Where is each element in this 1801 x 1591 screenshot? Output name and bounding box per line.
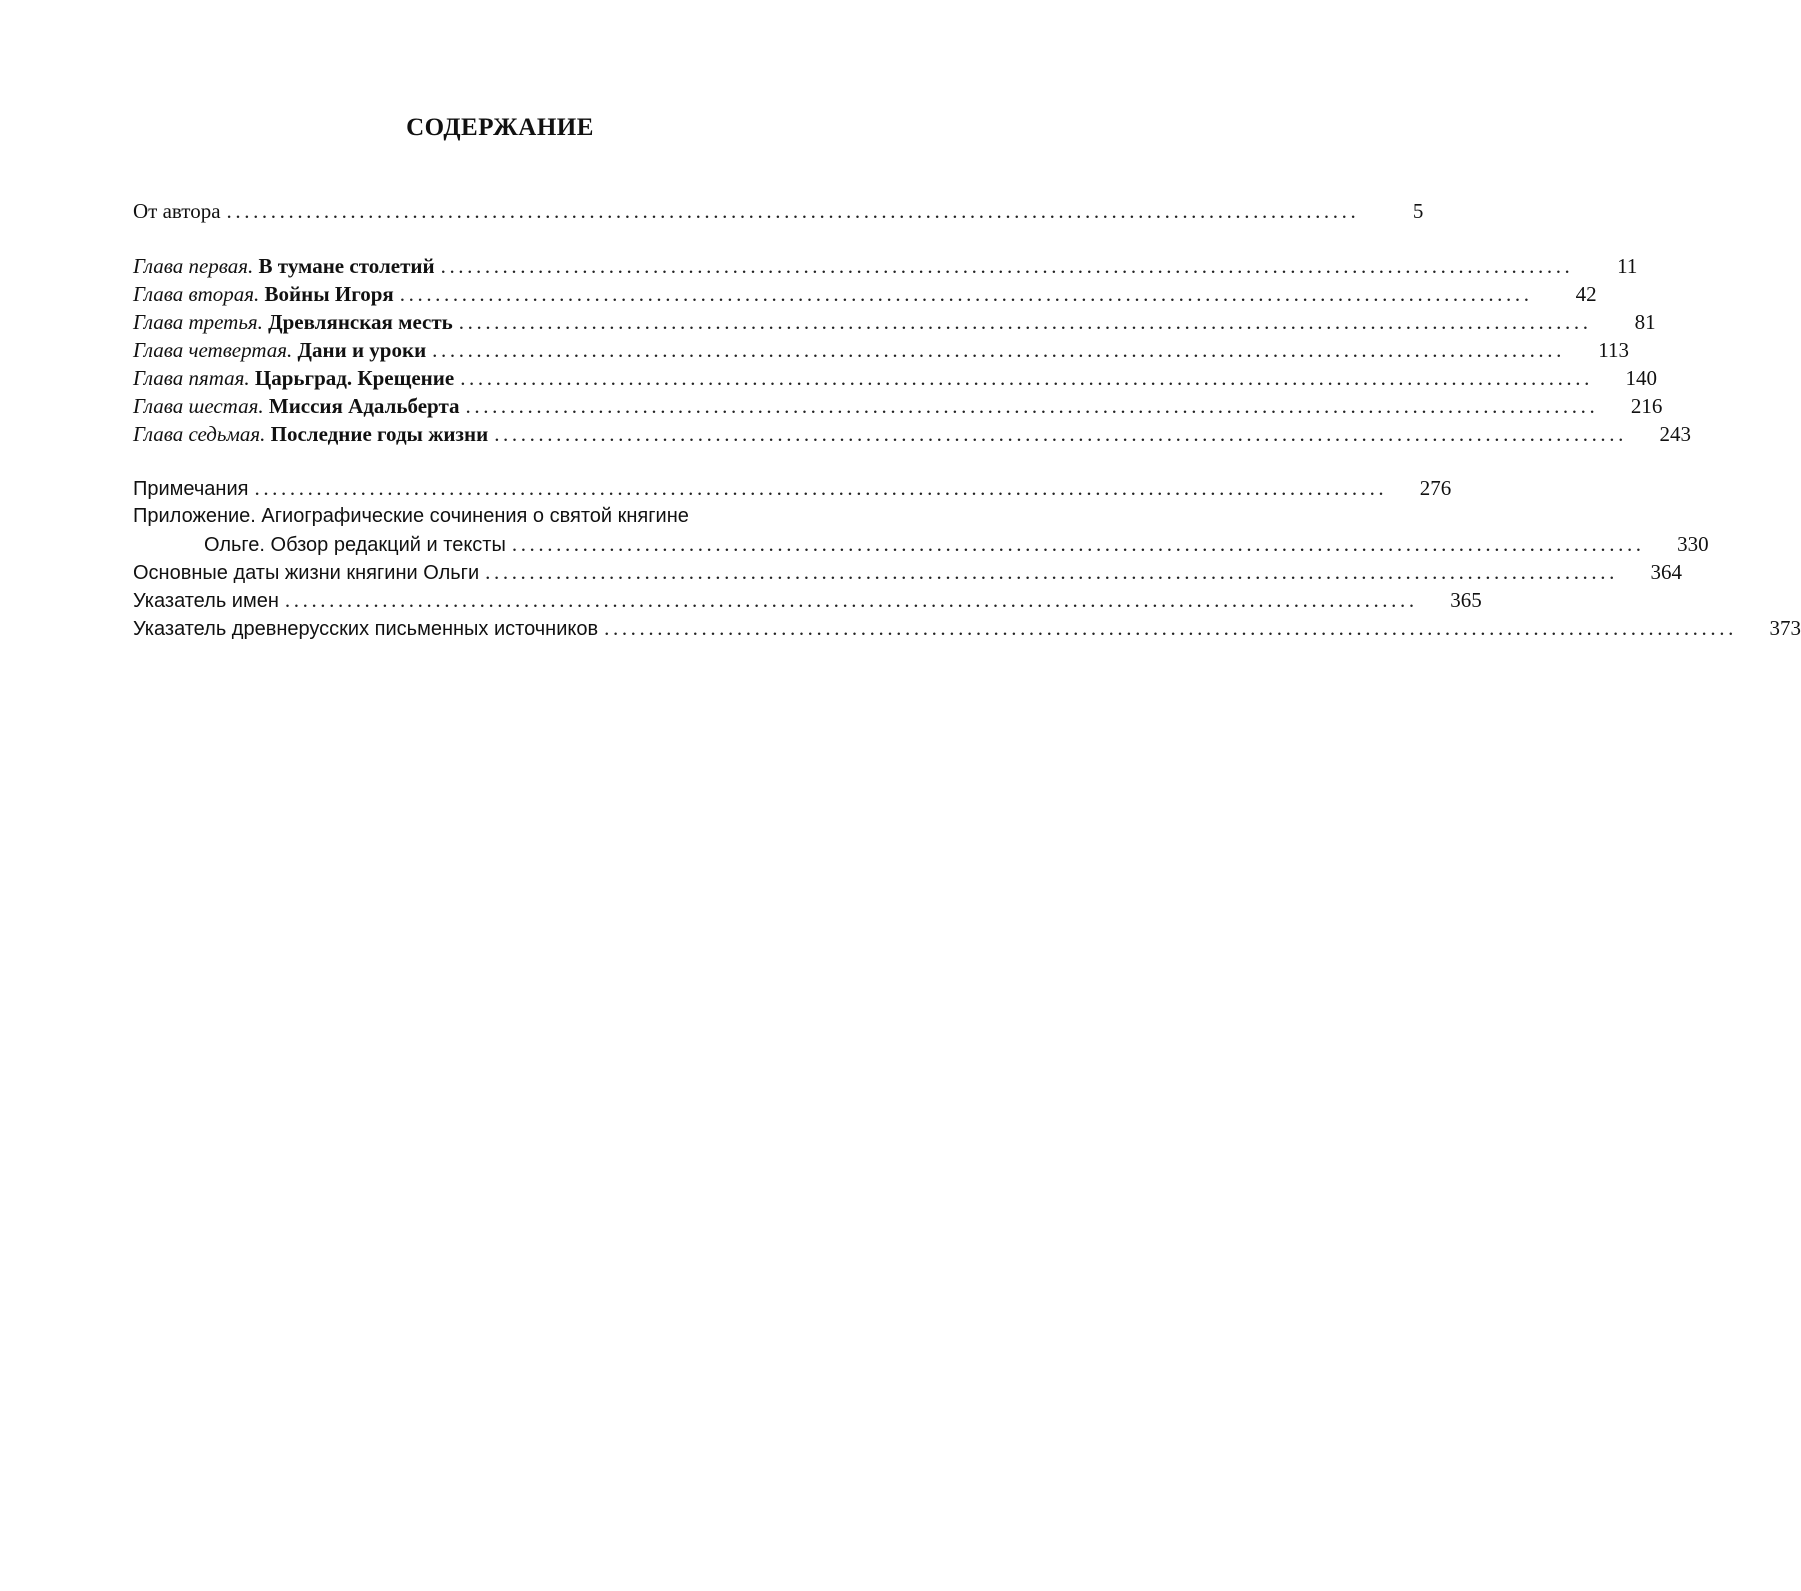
toc-entry-appendix-line1: Приложение. Агиографические сочинения о святой княгине xyxy=(133,505,689,527)
toc-entry-chapter-3 xyxy=(133,308,1656,336)
toc-entry-page: 11 xyxy=(1617,254,1638,278)
toc-entry-label: От автора xyxy=(133,199,221,223)
toc-entry-chapter-2 xyxy=(133,280,1597,308)
chapter-number: Глава шестая. xyxy=(133,394,264,418)
toc-entry-dates xyxy=(133,558,1682,586)
toc-entry-label: Основные даты жизни княгини Ольги xyxy=(133,562,480,584)
toc-entry-chapter-1 xyxy=(133,252,1638,280)
toc-entry-page: 243 xyxy=(1659,422,1691,446)
toc-entry-label: Ольге. Обзор редакций и тексты xyxy=(204,534,506,556)
chapter-number: Глава первая. xyxy=(133,254,254,278)
toc-entry-page: 330 xyxy=(1677,532,1709,556)
toc-entry-foreword xyxy=(133,197,1424,225)
page-title: СОДЕРЖАНИЕ xyxy=(406,114,594,141)
toc-entry-label: Указатель имен xyxy=(133,590,279,612)
dot-leader: ................................................................................................................................ xyxy=(465,394,1599,418)
chapter-number: Глава вторая. xyxy=(133,282,260,306)
dot-leader: ................................................................................................................................ xyxy=(494,422,1627,446)
toc-entry-chapter-4 xyxy=(133,336,1629,364)
chapter-number: Глава четвертая. xyxy=(133,338,293,362)
toc-entry-page: 216 xyxy=(1630,394,1663,418)
toc-entry-label: Указатель древнерусских письменных источников xyxy=(133,618,599,640)
toc-section-chapters xyxy=(133,252,1691,448)
toc-entry-page: 5 xyxy=(1412,199,1424,223)
toc-entry-page: 373 xyxy=(1769,616,1801,640)
chapter-title: Дани и уроки xyxy=(297,338,427,362)
toc-entry-notes xyxy=(133,474,1452,502)
toc-entry-page: 42 xyxy=(1575,282,1597,306)
dot-leader: ................................................................................................................................ xyxy=(254,476,1388,500)
chapter-title: Царьград. Крещение xyxy=(254,366,455,390)
toc-section-back-matter xyxy=(133,474,1801,642)
toc-entry-chapter-5 xyxy=(133,364,1657,392)
toc-entry-page: 364 xyxy=(1650,560,1682,584)
toc-entry-chapter-6 xyxy=(133,392,1663,420)
dot-leader: ................................................................................................................................ xyxy=(460,366,1593,390)
chapter-number: Глава седьмая. xyxy=(133,422,266,446)
toc-entry-page: 113 xyxy=(1598,338,1629,362)
toc-section-foreword xyxy=(133,197,1424,225)
chapter-number: Глава третья. xyxy=(133,310,263,334)
dot-leader: ................................................................................................................................ xyxy=(399,282,1533,306)
dot-leader: ................................................................................................................................ xyxy=(458,310,1592,334)
dot-leader: ................................................................................................................................ xyxy=(440,254,1574,278)
toc-entry-page: 81 xyxy=(1634,310,1656,334)
toc-entry-appendix xyxy=(133,530,1709,558)
chapter-title: В тумане столетий xyxy=(258,254,435,278)
toc-entry-chapter-7 xyxy=(133,420,1691,448)
dot-leader: ................................................................................................................................ xyxy=(604,616,1737,640)
dot-leader: ................................................................................................................................ xyxy=(432,338,1565,362)
dot-leader: ................................................................................................................................ xyxy=(511,532,1645,556)
dot-leader: ................................................................................................................................ xyxy=(226,199,1360,223)
toc-entry-sources-index xyxy=(133,614,1801,642)
toc-entry-names-index xyxy=(133,586,1482,614)
dot-leader: ................................................................................................................................ xyxy=(284,588,1418,612)
chapter-title: Последние годы жизни xyxy=(270,422,489,446)
chapter-title: Войны Игоря xyxy=(264,282,394,306)
toc-entry-label: Примечания xyxy=(133,478,249,500)
toc-entry-page: 140 xyxy=(1625,366,1657,390)
chapter-number: Глава пятая. xyxy=(133,366,250,390)
chapter-title: Древлянская месть xyxy=(268,310,453,334)
chapter-title: Миссия Адальберта xyxy=(268,394,460,418)
toc-entry-page: 276 xyxy=(1419,476,1452,500)
toc-entry-page: 365 xyxy=(1450,588,1482,612)
dot-leader: ................................................................................................................................ xyxy=(485,560,1618,584)
